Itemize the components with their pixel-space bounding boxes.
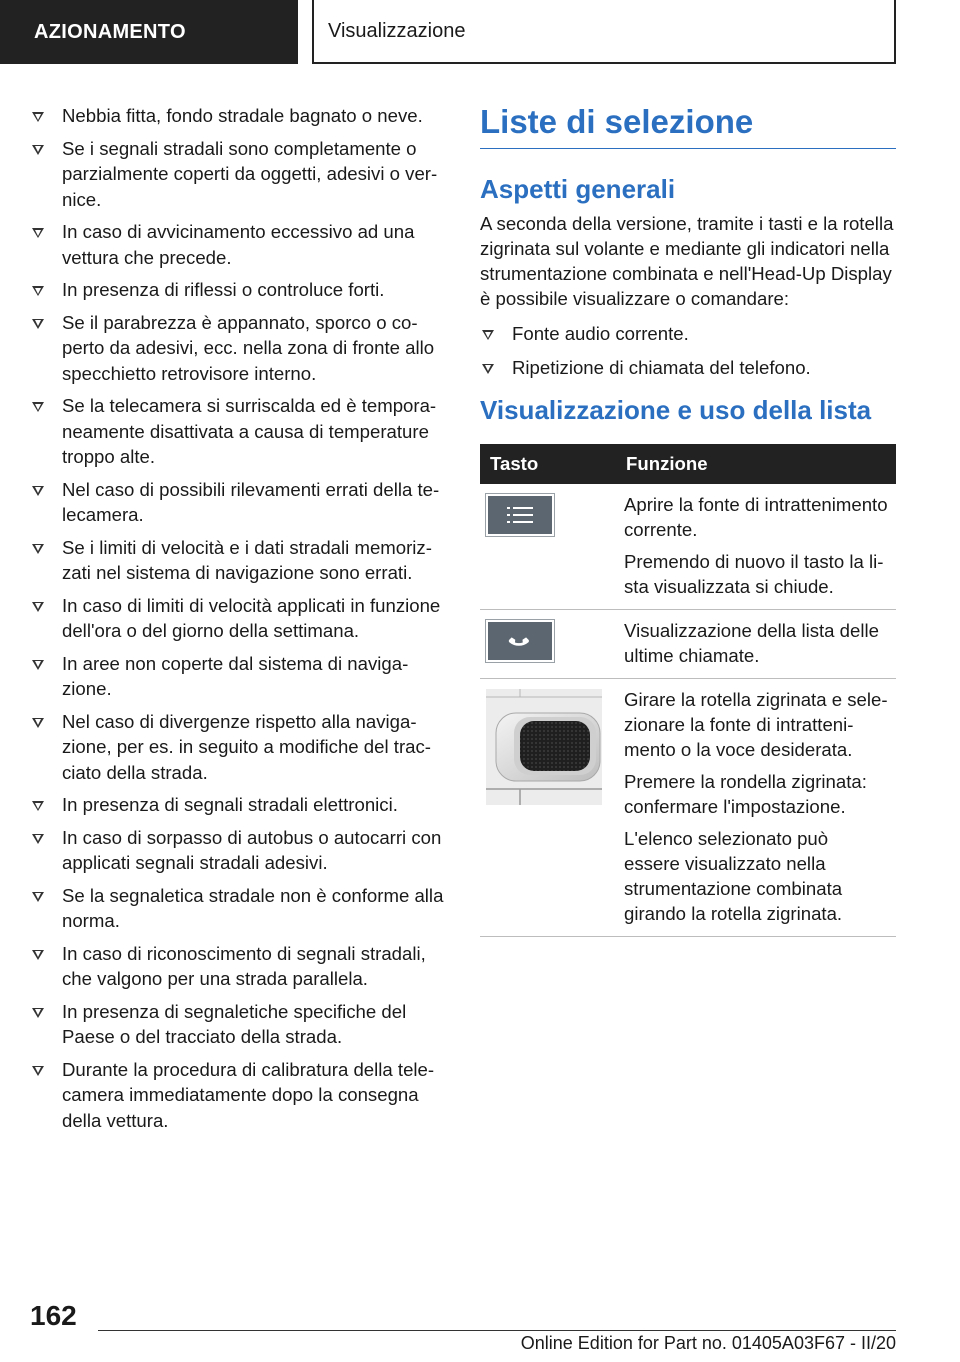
list-item <box>30 941 450 992</box>
list-item <box>480 355 896 381</box>
right-column <box>480 100 896 937</box>
list-item-text: Se i limiti di velocità e i dati stradali memorizzati nel sistema di navigazione sono errati. <box>62 536 432 583</box>
page-heading: Liste di selezione <box>480 100 896 149</box>
list-item <box>30 103 450 129</box>
function-cell <box>616 610 896 679</box>
triangle-bullet-icon <box>32 892 44 902</box>
thumbwheel-icon <box>486 689 602 805</box>
list-item-text: Nebbia fitta, fondo stradale bagnato o neve. <box>62 105 423 126</box>
phone-button-icon <box>486 620 554 662</box>
section-tab <box>312 0 896 64</box>
triangle-bullet-icon <box>482 364 494 374</box>
function-text: Premere la rondella zigrinata: confermare l'impostazione. <box>624 771 867 817</box>
function-cell <box>616 484 896 610</box>
list-item-text: Se i segnali stradali sono completamente o parzialmente coperti da oggetti, adesivi o vernice. <box>62 137 438 210</box>
general-paragraph: A seconda della versione, tramite i tasti e la rotella zigrinata sul volante e mediante gli indicatori nella strumentazione combinata e nell'Head-Up Display è possibile visualizzare o comandare: <box>480 213 894 309</box>
list-item <box>30 535 450 586</box>
list-item <box>480 321 896 347</box>
column-header-key: Tasto <box>480 444 616 484</box>
triangle-bullet-icon <box>482 330 494 340</box>
function-text: Girare la rotella zigrinata e selezionare la fonte di intrattenimento o la voce desiderata. <box>624 689 888 760</box>
chapter-tab <box>0 0 298 64</box>
list-item <box>30 310 450 387</box>
triangle-bullet-icon <box>32 544 44 554</box>
triangle-bullet-icon <box>32 1066 44 1076</box>
column-header-function: Funzione <box>616 444 896 484</box>
triangle-bullet-icon <box>32 319 44 329</box>
table-header-row <box>480 444 896 484</box>
list-item-text: In presenza di riflessi o controluce forti. <box>62 279 385 300</box>
list-item-text: Durante la procedura di calibratura della telecamera immediatamente dopo la consegna della vettura. <box>62 1058 435 1131</box>
function-table <box>480 444 896 937</box>
table-row <box>480 679 896 937</box>
function-text: Visualizzazione della lista delle ultime chiamate. <box>624 620 879 666</box>
triangle-bullet-icon <box>32 486 44 496</box>
function-text: Premendo di nuovo il tasto la lista visualizzata si chiude. <box>624 551 884 597</box>
list-item-text: In caso di avvicinamento eccessivo ad una vettura che precede. <box>62 221 415 268</box>
list-item <box>30 136 450 213</box>
list-item-text: In presenza di segnaletiche specifiche del Paese o del tracciato della strada. <box>62 1000 407 1047</box>
left-column <box>30 103 450 1140</box>
list-item <box>30 593 450 644</box>
triangle-bullet-icon <box>32 112 44 122</box>
list-item-text: In presenza di segnali stradali elettronici. <box>62 794 398 815</box>
table-row <box>480 484 896 610</box>
section-title: Visualizzazione <box>328 19 466 42</box>
list-item-text: In caso di limiti di velocità applicati in funzione dell'ora o del giorno della settimana. <box>62 594 441 641</box>
general-list <box>480 321 896 380</box>
list-item <box>30 277 450 303</box>
list-item <box>30 477 450 528</box>
triangle-bullet-icon <box>32 145 44 155</box>
list-item-text: Se il parabrezza è appannato, sporco o coperto da adesivi, ecc. nella zona di fronte allo specchietto retrovisore interno. <box>62 311 435 384</box>
list-item-text: In caso di riconoscimento di segnali stradali, che valgono per una strada parallela. <box>62 942 426 989</box>
triangle-bullet-icon <box>32 228 44 238</box>
list-item-text: In aree non coperte dal sistema di navigazione. <box>62 652 409 699</box>
key-cell <box>480 484 616 610</box>
function-text: L'elenco selezionato può essere visualizzato nella strumentazione combinata girando la rotella zigrinata. <box>624 828 843 924</box>
list-button-icon <box>486 494 554 536</box>
key-cell <box>480 610 616 679</box>
triangle-bullet-icon <box>32 286 44 296</box>
list-usage-heading: Visualizzazione e uso della lista <box>480 395 872 425</box>
edition-note: Online Edition for Part no. 01405A03F67 - II/20 <box>520 1333 896 1353</box>
list-item-text: In caso di sorpasso di autobus o autocarri con applicati segnali stradali adesivi. <box>62 826 442 873</box>
table-row <box>480 610 896 679</box>
list-item <box>30 792 450 818</box>
triangle-bullet-icon <box>32 718 44 728</box>
triangle-bullet-icon <box>32 602 44 612</box>
list-item <box>30 219 450 270</box>
triangle-bullet-icon <box>32 801 44 811</box>
list-item-text: Fonte audio corrente. <box>512 323 689 344</box>
function-text: Aprire la fonte di intrattenimento corrente. <box>624 494 888 540</box>
list-item <box>30 883 450 934</box>
triangle-bullet-icon <box>32 402 44 412</box>
list-item <box>30 1057 450 1134</box>
list-item <box>30 709 450 786</box>
function-cell <box>616 679 896 937</box>
chapter-title: AZIONAMENTO <box>34 20 186 43</box>
limitations-list <box>30 103 450 1133</box>
list-item <box>30 825 450 876</box>
list-item-text: Se la segnaletica stradale non è conforme alla norma. <box>62 884 444 931</box>
list-item-text: Se la telecamera si surriscalda ed è temporaneamente disattivata a causa di temperature troppo alte. <box>62 395 437 467</box>
key-cell <box>480 679 616 937</box>
list-item-text: Nel caso di divergenze rispetto alla navigazione, per es. in seguito a modifiche del tracciato della strada. <box>62 710 431 783</box>
list-item-text: Nel caso di possibili rilevamenti errati della telecamera. <box>62 478 440 525</box>
triangle-bullet-icon <box>32 1008 44 1018</box>
list-item-text: Ripetizione di chiamata del telefono. <box>512 356 811 378</box>
triangle-bullet-icon <box>32 950 44 960</box>
triangle-bullet-icon <box>32 834 44 844</box>
list-item <box>30 651 450 702</box>
list-item <box>30 999 450 1050</box>
page-number: 162 <box>30 1300 77 1331</box>
list-item <box>30 393 450 470</box>
general-heading: Aspetti generali <box>480 174 676 204</box>
triangle-bullet-icon <box>32 660 44 670</box>
